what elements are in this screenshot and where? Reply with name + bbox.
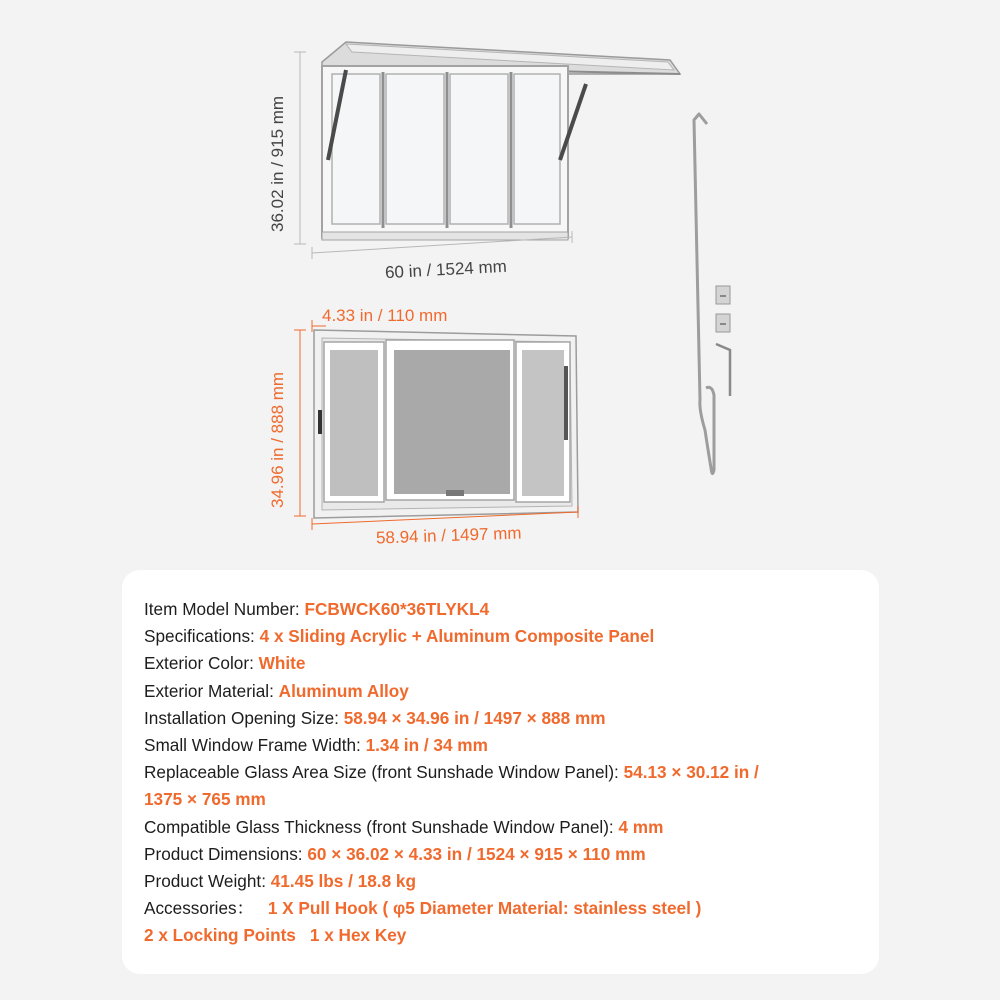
- spec-value: Aluminum Alloy: [278, 680, 409, 701]
- spec-label: Small Window Frame Width:: [144, 735, 366, 756]
- opening-width-label: 58.94 in / 1497 mm: [375, 523, 522, 548]
- spec-item-specifications: [144, 623, 859, 650]
- spec-item-opening-size: [144, 705, 859, 732]
- spec-item-exterior-material: [144, 678, 859, 705]
- spec-label: Replaceable Glass Area Size (front Sunshade Window Panel):: [144, 762, 624, 783]
- spec-item-glass-area-continued: [144, 786, 859, 813]
- spec-label: Item Model Number:: [144, 599, 305, 619]
- spec-item-weight: [144, 868, 859, 895]
- spec-value: 1 x Hex Key: [309, 925, 407, 946]
- spec-item-product-dimensions: [144, 841, 859, 868]
- spec-value: 1375 × 765 mm: [144, 789, 266, 810]
- locking-point-icon: [716, 314, 730, 332]
- spec-item-model: [144, 596, 859, 623]
- frame-depth-label: 4.33 in / 110 mm: [322, 306, 448, 325]
- spec-item-exterior-color: [144, 650, 859, 677]
- hex-key-icon: [716, 344, 730, 396]
- spec-item-frame-width: [144, 732, 859, 759]
- awning-width-label: 60 in / 1524 mm: [384, 256, 508, 283]
- opening-height-label: 34.96 in / 888 mm: [268, 371, 287, 508]
- spec-value: 4 mm: [618, 816, 664, 837]
- spec-label: Specifications:: [144, 626, 260, 647]
- spec-value: 1.34 in / 34 mm: [365, 735, 488, 756]
- spec-value: 54.13 × 30.12 in /: [623, 762, 759, 783]
- spec-label: Accessories：: [144, 898, 254, 919]
- spec-item-glass-thickness: [144, 814, 859, 841]
- spec-value: 4 x Sliding Acrylic + Aluminum Composite Panel: [259, 626, 655, 647]
- spec-label: Product Weight:: [144, 871, 271, 892]
- spec-label: Installation Opening Size:: [144, 707, 344, 728]
- spec-item-accessories: [144, 895, 859, 922]
- spec-value: 1 X Pull Hook ( φ5 Diameter Material: stainless steel ): [267, 898, 702, 919]
- spec-label: Compatible Glass Thickness (front Sunshade Window Panel):: [144, 816, 619, 837]
- pull-hook-icon: [694, 114, 714, 474]
- spec-label: Exterior Material:: [144, 680, 279, 701]
- spec-value: 58.94 × 34.96 in / 1497 × 888 mm: [343, 707, 606, 728]
- spec-item-glass-area: [144, 759, 859, 786]
- awning-height-label: 36.02 in / 915 mm: [268, 95, 287, 232]
- spec-item-accessories-continued: [144, 922, 859, 949]
- spec-label: Exterior Color:: [144, 653, 259, 674]
- locking-point-icon: [716, 286, 730, 304]
- spec-label: Product Dimensions:: [144, 843, 308, 864]
- spec-value: 60 × 36.02 × 4.33 in / 1524 × 915 × 110 mm: [307, 843, 646, 864]
- spec-value: FCBWCK60*36TLYKL4: [304, 599, 490, 619]
- spec-value: 41.45 lbs / 18.8 kg: [270, 871, 416, 892]
- spec-value: White: [258, 653, 306, 674]
- specs-card: [122, 570, 879, 974]
- spec-value: 2 x Locking Points: [144, 925, 296, 946]
- spec-list: [144, 596, 859, 950]
